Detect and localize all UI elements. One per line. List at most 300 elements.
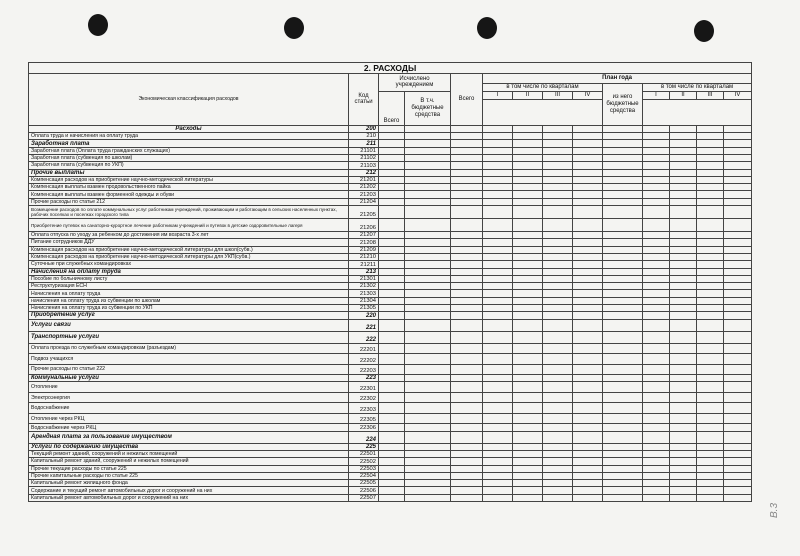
value-cell[interactable]: [543, 354, 573, 365]
value-cell[interactable]: [724, 290, 752, 297]
value-cell[interactable]: [697, 392, 724, 403]
value-cell[interactable]: [513, 184, 543, 191]
value-cell[interactable]: [603, 364, 643, 375]
value-cell[interactable]: [573, 297, 603, 304]
value-cell[interactable]: [379, 206, 405, 219]
value-cell[interactable]: [573, 305, 603, 312]
value-cell[interactable]: [513, 283, 543, 290]
value-cell[interactable]: [405, 331, 451, 343]
value-cell[interactable]: [513, 382, 543, 393]
value-cell[interactable]: [543, 198, 573, 205]
value-cell[interactable]: [670, 140, 697, 147]
value-cell[interactable]: [573, 343, 603, 354]
value-cell[interactable]: [670, 162, 697, 169]
value-cell[interactable]: [697, 154, 724, 161]
value-cell[interactable]: [543, 290, 573, 297]
value-cell[interactable]: [724, 176, 752, 183]
value-cell[interactable]: [483, 431, 513, 443]
value-cell[interactable]: [697, 375, 724, 382]
value-cell[interactable]: [670, 375, 697, 382]
value-cell[interactable]: [543, 191, 573, 198]
value-cell[interactable]: [603, 290, 643, 297]
value-cell[interactable]: [451, 297, 483, 304]
value-cell[interactable]: [697, 147, 724, 154]
value-cell[interactable]: [405, 465, 451, 472]
value-cell[interactable]: [724, 219, 752, 232]
value-cell[interactable]: [603, 403, 643, 414]
value-cell[interactable]: [643, 253, 670, 260]
value-cell[interactable]: [603, 261, 643, 268]
value-cell[interactable]: [405, 305, 451, 312]
value-cell[interactable]: [603, 331, 643, 343]
value-cell[interactable]: [451, 403, 483, 414]
value-cell[interactable]: [643, 465, 670, 472]
value-cell[interactable]: [379, 219, 405, 232]
value-cell[interactable]: [724, 305, 752, 312]
value-cell[interactable]: [451, 424, 483, 431]
value-cell[interactable]: [405, 283, 451, 290]
value-cell[interactable]: [379, 268, 405, 275]
value-cell[interactable]: [483, 375, 513, 382]
value-cell[interactable]: [513, 191, 543, 198]
value-cell[interactable]: [405, 494, 451, 501]
value-cell[interactable]: [379, 162, 405, 169]
value-cell[interactable]: [603, 169, 643, 176]
value-cell[interactable]: [513, 290, 543, 297]
value-cell[interactable]: [670, 364, 697, 375]
value-cell[interactable]: [603, 480, 643, 487]
value-cell[interactable]: [451, 305, 483, 312]
value-cell[interactable]: [643, 268, 670, 275]
value-cell[interactable]: [405, 458, 451, 465]
value-cell[interactable]: [405, 133, 451, 140]
value-cell[interactable]: [603, 176, 643, 183]
value-cell[interactable]: [643, 133, 670, 140]
value-cell[interactable]: [483, 487, 513, 494]
value-cell[interactable]: [573, 375, 603, 382]
value-cell[interactable]: [451, 392, 483, 403]
value-cell[interactable]: [697, 184, 724, 191]
value-cell[interactable]: [670, 253, 697, 260]
value-cell[interactable]: [697, 125, 724, 132]
value-cell[interactable]: [513, 147, 543, 154]
value-cell[interactable]: [603, 431, 643, 443]
value-cell[interactable]: [513, 162, 543, 169]
value-cell[interactable]: [670, 176, 697, 183]
value-cell[interactable]: [451, 191, 483, 198]
value-cell[interactable]: [483, 268, 513, 275]
value-cell[interactable]: [643, 140, 670, 147]
value-cell[interactable]: [451, 354, 483, 365]
value-cell[interactable]: [724, 354, 752, 365]
value-cell[interactable]: [379, 331, 405, 343]
value-cell[interactable]: [643, 275, 670, 282]
value-cell[interactable]: [670, 147, 697, 154]
value-cell[interactable]: [405, 191, 451, 198]
value-cell[interactable]: [697, 253, 724, 260]
value-cell[interactable]: [483, 154, 513, 161]
value-cell[interactable]: [451, 312, 483, 319]
value-cell[interactable]: [724, 364, 752, 375]
value-cell[interactable]: [405, 261, 451, 268]
value-cell[interactable]: [603, 413, 643, 424]
value-cell[interactable]: [697, 451, 724, 458]
value-cell[interactable]: [451, 413, 483, 424]
value-cell[interactable]: [483, 184, 513, 191]
value-cell[interactable]: [573, 319, 603, 331]
value-cell[interactable]: [573, 480, 603, 487]
value-cell[interactable]: [603, 451, 643, 458]
value-cell[interactable]: [697, 487, 724, 494]
value-cell[interactable]: [405, 451, 451, 458]
value-cell[interactable]: [643, 392, 670, 403]
value-cell[interactable]: [483, 261, 513, 268]
value-cell[interactable]: [573, 364, 603, 375]
value-cell[interactable]: [513, 331, 543, 343]
value-cell[interactable]: [513, 364, 543, 375]
value-cell[interactable]: [643, 403, 670, 414]
value-cell[interactable]: [405, 487, 451, 494]
value-cell[interactable]: [670, 443, 697, 450]
value-cell[interactable]: [405, 239, 451, 246]
value-cell[interactable]: [405, 253, 451, 260]
value-cell[interactable]: [451, 472, 483, 479]
value-cell[interactable]: [513, 232, 543, 239]
value-cell[interactable]: [513, 472, 543, 479]
value-cell[interactable]: [379, 140, 405, 147]
value-cell[interactable]: [543, 382, 573, 393]
value-cell[interactable]: [513, 219, 543, 232]
value-cell[interactable]: [543, 133, 573, 140]
value-cell[interactable]: [697, 364, 724, 375]
value-cell[interactable]: [513, 312, 543, 319]
value-cell[interactable]: [451, 375, 483, 382]
value-cell[interactable]: [543, 312, 573, 319]
value-cell[interactable]: [724, 487, 752, 494]
value-cell[interactable]: [603, 232, 643, 239]
value-cell[interactable]: [603, 219, 643, 232]
value-cell[interactable]: [513, 480, 543, 487]
value-cell[interactable]: [379, 480, 405, 487]
value-cell[interactable]: [573, 392, 603, 403]
value-cell[interactable]: [451, 268, 483, 275]
value-cell[interactable]: [724, 133, 752, 140]
value-cell[interactable]: [405, 184, 451, 191]
value-cell[interactable]: [573, 431, 603, 443]
value-cell[interactable]: [603, 297, 643, 304]
value-cell[interactable]: [724, 283, 752, 290]
value-cell[interactable]: [573, 176, 603, 183]
value-cell[interactable]: [697, 494, 724, 501]
value-cell[interactable]: [483, 480, 513, 487]
value-cell[interactable]: [513, 125, 543, 132]
value-cell[interactable]: [513, 319, 543, 331]
value-cell[interactable]: [724, 147, 752, 154]
value-cell[interactable]: [724, 319, 752, 331]
value-cell[interactable]: [603, 343, 643, 354]
value-cell[interactable]: [451, 206, 483, 219]
value-cell[interactable]: [451, 319, 483, 331]
value-cell[interactable]: [697, 232, 724, 239]
value-cell[interactable]: [513, 403, 543, 414]
value-cell[interactable]: [603, 154, 643, 161]
value-cell[interactable]: [513, 375, 543, 382]
value-cell[interactable]: [405, 232, 451, 239]
value-cell[interactable]: [573, 465, 603, 472]
value-cell[interactable]: [513, 458, 543, 465]
value-cell[interactable]: [603, 191, 643, 198]
value-cell[interactable]: [603, 253, 643, 260]
value-cell[interactable]: [451, 184, 483, 191]
value-cell[interactable]: [379, 125, 405, 132]
value-cell[interactable]: [543, 403, 573, 414]
value-cell[interactable]: [405, 443, 451, 450]
value-cell[interactable]: [379, 147, 405, 154]
value-cell[interactable]: [543, 246, 573, 253]
value-cell[interactable]: [603, 162, 643, 169]
value-cell[interactable]: [451, 290, 483, 297]
value-cell[interactable]: [697, 219, 724, 232]
value-cell[interactable]: [670, 472, 697, 479]
value-cell[interactable]: [670, 154, 697, 161]
value-cell[interactable]: [543, 465, 573, 472]
value-cell[interactable]: [573, 451, 603, 458]
value-cell[interactable]: [670, 169, 697, 176]
value-cell[interactable]: [603, 494, 643, 501]
value-cell[interactable]: [483, 198, 513, 205]
value-cell[interactable]: [697, 191, 724, 198]
value-cell[interactable]: [603, 275, 643, 282]
value-cell[interactable]: [643, 232, 670, 239]
value-cell[interactable]: [603, 382, 643, 393]
value-cell[interactable]: [483, 125, 513, 132]
value-cell[interactable]: [697, 424, 724, 431]
value-cell[interactable]: [513, 198, 543, 205]
value-cell[interactable]: [483, 472, 513, 479]
value-cell[interactable]: [543, 140, 573, 147]
value-cell[interactable]: [724, 169, 752, 176]
value-cell[interactable]: [643, 305, 670, 312]
value-cell[interactable]: [573, 261, 603, 268]
value-cell[interactable]: [697, 290, 724, 297]
value-cell[interactable]: [643, 162, 670, 169]
value-cell[interactable]: [379, 382, 405, 393]
value-cell[interactable]: [697, 458, 724, 465]
value-cell[interactable]: [573, 125, 603, 132]
value-cell[interactable]: [724, 154, 752, 161]
value-cell[interactable]: [483, 176, 513, 183]
value-cell[interactable]: [724, 162, 752, 169]
value-cell[interactable]: [513, 268, 543, 275]
value-cell[interactable]: [543, 154, 573, 161]
value-cell[interactable]: [573, 354, 603, 365]
value-cell[interactable]: [543, 480, 573, 487]
value-cell[interactable]: [451, 443, 483, 450]
value-cell[interactable]: [724, 443, 752, 450]
value-cell[interactable]: [483, 443, 513, 450]
value-cell[interactable]: [603, 206, 643, 219]
value-cell[interactable]: [670, 431, 697, 443]
value-cell[interactable]: [483, 283, 513, 290]
value-cell[interactable]: [670, 413, 697, 424]
value-cell[interactable]: [379, 375, 405, 382]
value-cell[interactable]: [405, 219, 451, 232]
value-cell[interactable]: [643, 458, 670, 465]
value-cell[interactable]: [697, 133, 724, 140]
value-cell[interactable]: [603, 472, 643, 479]
value-cell[interactable]: [405, 431, 451, 443]
value-cell[interactable]: [670, 312, 697, 319]
value-cell[interactable]: [603, 283, 643, 290]
value-cell[interactable]: [724, 424, 752, 431]
value-cell[interactable]: [603, 246, 643, 253]
value-cell[interactable]: [483, 219, 513, 232]
value-cell[interactable]: [643, 382, 670, 393]
value-cell[interactable]: [543, 443, 573, 450]
value-cell[interactable]: [724, 331, 752, 343]
value-cell[interactable]: [724, 261, 752, 268]
value-cell[interactable]: [724, 413, 752, 424]
value-cell[interactable]: [724, 246, 752, 253]
value-cell[interactable]: [379, 403, 405, 414]
value-cell[interactable]: [697, 472, 724, 479]
value-cell[interactable]: [573, 232, 603, 239]
value-cell[interactable]: [670, 206, 697, 219]
value-cell[interactable]: [573, 494, 603, 501]
value-cell[interactable]: [451, 239, 483, 246]
value-cell[interactable]: [573, 458, 603, 465]
value-cell[interactable]: [670, 275, 697, 282]
value-cell[interactable]: [724, 239, 752, 246]
value-cell[interactable]: [451, 382, 483, 393]
value-cell[interactable]: [670, 283, 697, 290]
value-cell[interactable]: [451, 364, 483, 375]
value-cell[interactable]: [543, 375, 573, 382]
value-cell[interactable]: [724, 472, 752, 479]
value-cell[interactable]: [724, 494, 752, 501]
value-cell[interactable]: [379, 451, 405, 458]
value-cell[interactable]: [513, 169, 543, 176]
value-cell[interactable]: [379, 191, 405, 198]
value-cell[interactable]: [724, 253, 752, 260]
value-cell[interactable]: [543, 283, 573, 290]
value-cell[interactable]: [543, 364, 573, 375]
value-cell[interactable]: [379, 154, 405, 161]
value-cell[interactable]: [451, 147, 483, 154]
value-cell[interactable]: [379, 392, 405, 403]
value-cell[interactable]: [670, 125, 697, 132]
value-cell[interactable]: [451, 261, 483, 268]
value-cell[interactable]: [697, 206, 724, 219]
value-cell[interactable]: [543, 239, 573, 246]
value-cell[interactable]: [573, 253, 603, 260]
value-cell[interactable]: [643, 191, 670, 198]
value-cell[interactable]: [379, 494, 405, 501]
value-cell[interactable]: [543, 451, 573, 458]
value-cell[interactable]: [543, 176, 573, 183]
value-cell[interactable]: [697, 480, 724, 487]
value-cell[interactable]: [724, 382, 752, 393]
value-cell[interactable]: [724, 140, 752, 147]
value-cell[interactable]: [573, 239, 603, 246]
value-cell[interactable]: [643, 239, 670, 246]
value-cell[interactable]: [724, 198, 752, 205]
value-cell[interactable]: [603, 125, 643, 132]
value-cell[interactable]: [543, 147, 573, 154]
value-cell[interactable]: [697, 261, 724, 268]
value-cell[interactable]: [483, 458, 513, 465]
value-cell[interactable]: [573, 140, 603, 147]
value-cell[interactable]: [724, 431, 752, 443]
value-cell[interactable]: [483, 162, 513, 169]
value-cell[interactable]: [543, 431, 573, 443]
value-cell[interactable]: [670, 458, 697, 465]
value-cell[interactable]: [543, 219, 573, 232]
value-cell[interactable]: [603, 458, 643, 465]
value-cell[interactable]: [483, 382, 513, 393]
value-cell[interactable]: [603, 465, 643, 472]
value-cell[interactable]: [483, 364, 513, 375]
value-cell[interactable]: [670, 297, 697, 304]
value-cell[interactable]: [697, 382, 724, 393]
value-cell[interactable]: [405, 290, 451, 297]
value-cell[interactable]: [483, 494, 513, 501]
value-cell[interactable]: [697, 239, 724, 246]
value-cell[interactable]: [405, 198, 451, 205]
value-cell[interactable]: [451, 431, 483, 443]
value-cell[interactable]: [513, 424, 543, 431]
value-cell[interactable]: [697, 465, 724, 472]
value-cell[interactable]: [405, 176, 451, 183]
value-cell[interactable]: [697, 176, 724, 183]
value-cell[interactable]: [513, 443, 543, 450]
value-cell[interactable]: [483, 133, 513, 140]
value-cell[interactable]: [379, 319, 405, 331]
value-cell[interactable]: [724, 451, 752, 458]
value-cell[interactable]: [451, 169, 483, 176]
value-cell[interactable]: [379, 458, 405, 465]
value-cell[interactable]: [405, 364, 451, 375]
value-cell[interactable]: [697, 319, 724, 331]
value-cell[interactable]: [405, 343, 451, 354]
value-cell[interactable]: [483, 297, 513, 304]
value-cell[interactable]: [643, 431, 670, 443]
value-cell[interactable]: [513, 261, 543, 268]
value-cell[interactable]: [483, 253, 513, 260]
value-cell[interactable]: [543, 125, 573, 132]
value-cell[interactable]: [573, 169, 603, 176]
value-cell[interactable]: [697, 268, 724, 275]
value-cell[interactable]: [513, 239, 543, 246]
value-cell[interactable]: [573, 403, 603, 414]
value-cell[interactable]: [697, 246, 724, 253]
value-cell[interactable]: [513, 343, 543, 354]
value-cell[interactable]: [603, 443, 643, 450]
value-cell[interactable]: [670, 268, 697, 275]
value-cell[interactable]: [643, 424, 670, 431]
value-cell[interactable]: [643, 125, 670, 132]
value-cell[interactable]: [543, 458, 573, 465]
value-cell[interactable]: [724, 268, 752, 275]
value-cell[interactable]: [697, 275, 724, 282]
value-cell[interactable]: [483, 232, 513, 239]
value-cell[interactable]: [697, 140, 724, 147]
value-cell[interactable]: [724, 343, 752, 354]
value-cell[interactable]: [379, 297, 405, 304]
value-cell[interactable]: [724, 125, 752, 132]
value-cell[interactable]: [513, 305, 543, 312]
value-cell[interactable]: [379, 472, 405, 479]
